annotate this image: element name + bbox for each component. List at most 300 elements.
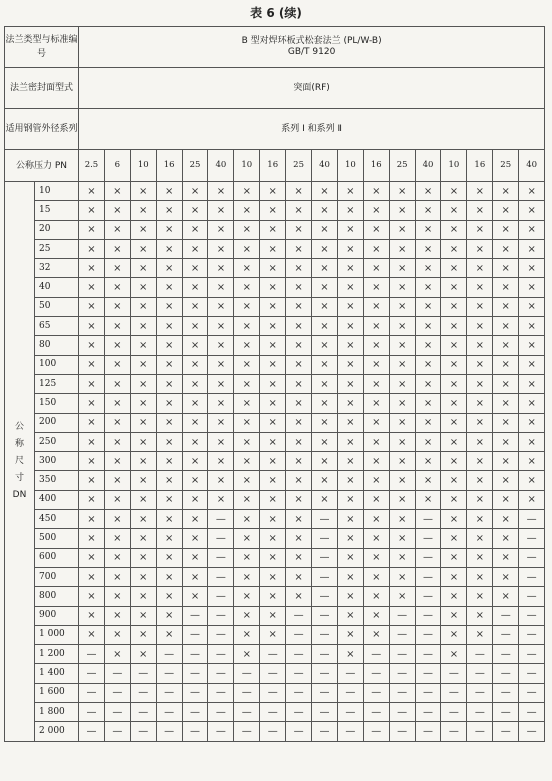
- table-cell: ×: [234, 278, 260, 297]
- table-cell: ×: [363, 510, 389, 529]
- table-cell: —: [389, 722, 415, 741]
- table-cell: ×: [130, 510, 156, 529]
- table-row: [5, 625, 545, 644]
- table-cell: ×: [519, 394, 545, 413]
- table-cell: ×: [234, 645, 260, 664]
- table-cell: ×: [415, 220, 441, 239]
- table-cell: ×: [79, 317, 105, 336]
- table-cell: ×: [156, 336, 182, 355]
- table-cell: —: [234, 722, 260, 741]
- table-cell: ×: [363, 452, 389, 471]
- table-cell: ×: [208, 201, 234, 220]
- table-cell: —: [519, 703, 545, 722]
- table-cell: ×: [234, 567, 260, 586]
- table-cell: ×: [337, 567, 363, 586]
- table-cell: ×: [286, 336, 312, 355]
- table-cell: —: [208, 683, 234, 702]
- table-cell: ×: [156, 259, 182, 278]
- table-cell: ×: [363, 220, 389, 239]
- table-cell: ×: [156, 625, 182, 644]
- table-cell: ×: [415, 336, 441, 355]
- table-cell: ×: [130, 394, 156, 413]
- dn-value: 50: [35, 297, 79, 316]
- table-cell: ×: [493, 355, 519, 374]
- table-cell: —: [519, 587, 545, 606]
- table-cell: ×: [337, 220, 363, 239]
- table-cell: —: [234, 703, 260, 722]
- table-cell: ×: [389, 355, 415, 374]
- table-cell: ×: [337, 625, 363, 644]
- table-cell: ×: [467, 182, 493, 201]
- table-row: [5, 471, 545, 490]
- table-cell: ×: [234, 490, 260, 509]
- pn-value: 40: [415, 150, 441, 182]
- table-cell: ×: [441, 297, 467, 316]
- table-cell: ×: [363, 471, 389, 490]
- table-cell: ×: [104, 606, 130, 625]
- table-cell: ×: [389, 182, 415, 201]
- table-cell: ×: [182, 529, 208, 548]
- table-cell: ×: [519, 259, 545, 278]
- table-cell: ×: [337, 201, 363, 220]
- table-cell: ×: [182, 394, 208, 413]
- pn-value: 40: [208, 150, 234, 182]
- table-cell: —: [312, 510, 338, 529]
- table-cell: ×: [363, 394, 389, 413]
- flange-type-line1: B 型对焊环板式松套法兰 (PL/W-B): [241, 36, 382, 46]
- table-cell: ×: [156, 587, 182, 606]
- table-cell: —: [363, 722, 389, 741]
- dn-value: 1 400: [35, 664, 79, 683]
- table-cell: ×: [79, 413, 105, 432]
- table-cell: ×: [363, 548, 389, 567]
- table-cell: ×: [337, 336, 363, 355]
- table-cell: ×: [363, 606, 389, 625]
- table-cell: —: [519, 606, 545, 625]
- table-cell: ×: [234, 220, 260, 239]
- table-cell: ×: [519, 490, 545, 509]
- table-cell: ×: [389, 374, 415, 393]
- table-cell: ×: [286, 259, 312, 278]
- table-cell: ×: [130, 432, 156, 451]
- table-cell: —: [415, 587, 441, 606]
- table-row: [5, 529, 545, 548]
- table-cell: ×: [389, 490, 415, 509]
- table-cell: —: [208, 548, 234, 567]
- table-cell: ×: [182, 548, 208, 567]
- table-cell: ×: [312, 317, 338, 336]
- table-cell: —: [519, 567, 545, 586]
- table-cell: ×: [234, 374, 260, 393]
- table-cell: ×: [260, 567, 286, 586]
- table-cell: ×: [208, 374, 234, 393]
- table-cell: ×: [104, 490, 130, 509]
- table-cell: ×: [519, 278, 545, 297]
- dn-value: 800: [35, 587, 79, 606]
- table-cell: —: [312, 606, 338, 625]
- table-cell: ×: [130, 490, 156, 509]
- table-cell: ×: [130, 317, 156, 336]
- table-cell: —: [156, 683, 182, 702]
- table-cell: ×: [182, 182, 208, 201]
- table-cell: ×: [363, 336, 389, 355]
- table-cell: ×: [519, 239, 545, 258]
- table-cell: ×: [260, 490, 286, 509]
- table-cell: ×: [104, 567, 130, 586]
- table-cell: ×: [208, 239, 234, 258]
- table-cell: ×: [363, 490, 389, 509]
- table-cell: ×: [130, 259, 156, 278]
- table-cell: —: [104, 722, 130, 741]
- table-cell: ×: [130, 413, 156, 432]
- table-cell: ×: [286, 510, 312, 529]
- table-cell: ×: [79, 567, 105, 586]
- table-cell: —: [260, 645, 286, 664]
- table-cell: —: [104, 703, 130, 722]
- table-cell: ×: [415, 432, 441, 451]
- table-row: [5, 567, 545, 586]
- table-cell: —: [182, 606, 208, 625]
- table-row: [5, 336, 545, 355]
- table-cell: ×: [415, 471, 441, 490]
- table-cell: ×: [441, 490, 467, 509]
- table-cell: ×: [312, 374, 338, 393]
- table-cell: ×: [337, 645, 363, 664]
- table-cell: ×: [104, 510, 130, 529]
- pn-value: 40: [312, 150, 338, 182]
- table-cell: ×: [130, 220, 156, 239]
- table-cell: —: [363, 683, 389, 702]
- table-cell: ×: [260, 606, 286, 625]
- table-cell: —: [441, 722, 467, 741]
- table-cell: ×: [260, 529, 286, 548]
- table-cell: ×: [389, 452, 415, 471]
- dn-value: 40: [35, 278, 79, 297]
- table-cell: ×: [519, 297, 545, 316]
- table-cell: ×: [337, 548, 363, 567]
- table-cell: ×: [79, 220, 105, 239]
- table-cell: ×: [130, 201, 156, 220]
- table-cell: —: [79, 664, 105, 683]
- table-row: [5, 413, 545, 432]
- table-cell: ×: [441, 394, 467, 413]
- dn-value: 250: [35, 432, 79, 451]
- table-cell: ×: [182, 239, 208, 258]
- table-cell: ×: [312, 259, 338, 278]
- table-cell: ×: [156, 374, 182, 393]
- table-cell: ×: [286, 548, 312, 567]
- table-cell: ×: [286, 220, 312, 239]
- table-cell: —: [260, 683, 286, 702]
- dn-value: 450: [35, 510, 79, 529]
- table-cell: ×: [234, 510, 260, 529]
- dn-value: 32: [35, 259, 79, 278]
- table-cell: ×: [519, 471, 545, 490]
- table-cell: ×: [156, 355, 182, 374]
- table-cell: ×: [130, 548, 156, 567]
- table-cell: ×: [286, 587, 312, 606]
- table-cell: ×: [441, 432, 467, 451]
- table-cell: ×: [79, 394, 105, 413]
- table-cell: ×: [260, 297, 286, 316]
- table-cell: ×: [415, 394, 441, 413]
- table-cell: ×: [337, 529, 363, 548]
- pn-value: 16: [467, 150, 493, 182]
- table-cell: ×: [389, 317, 415, 336]
- table-cell: ×: [415, 201, 441, 220]
- table-cell: ×: [389, 471, 415, 490]
- table-cell: ×: [363, 317, 389, 336]
- table-cell: ×: [467, 606, 493, 625]
- table-cell: —: [363, 645, 389, 664]
- table-row: [5, 259, 545, 278]
- table-cell: ×: [467, 510, 493, 529]
- table-cell: ×: [467, 625, 493, 644]
- table-cell: ×: [415, 374, 441, 393]
- table-cell: ×: [79, 432, 105, 451]
- table-cell: ×: [79, 548, 105, 567]
- table-cell: ×: [260, 259, 286, 278]
- table-cell: ×: [130, 336, 156, 355]
- table-cell: ×: [363, 374, 389, 393]
- table-cell: ×: [415, 182, 441, 201]
- table-cell: ×: [156, 220, 182, 239]
- table-cell: ×: [363, 297, 389, 316]
- pn-value: 16: [156, 150, 182, 182]
- table-cell: —: [415, 529, 441, 548]
- table-row: [5, 182, 545, 201]
- table-cell: ×: [182, 297, 208, 316]
- table-cell: ×: [156, 452, 182, 471]
- table-cell: —: [493, 722, 519, 741]
- table-cell: —: [286, 606, 312, 625]
- table-cell: ×: [363, 413, 389, 432]
- table-cell: —: [312, 683, 338, 702]
- table-cell: ×: [208, 297, 234, 316]
- table-cell: ×: [286, 182, 312, 201]
- table-cell: ×: [104, 452, 130, 471]
- table-cell: ×: [286, 374, 312, 393]
- table-cell: ×: [467, 529, 493, 548]
- table-cell: ×: [441, 567, 467, 586]
- table-cell: ×: [156, 510, 182, 529]
- table-cell: ×: [79, 374, 105, 393]
- table-cell: ×: [234, 239, 260, 258]
- table-cell: ×: [389, 529, 415, 548]
- table-cell: ×: [208, 413, 234, 432]
- table-cell: ×: [208, 317, 234, 336]
- table-cell: ×: [441, 413, 467, 432]
- table-cell: ×: [156, 394, 182, 413]
- table-cell: ×: [415, 317, 441, 336]
- table-cell: —: [104, 683, 130, 702]
- table-cell: ×: [79, 239, 105, 258]
- table-cell: —: [519, 510, 545, 529]
- table-cell: ×: [389, 510, 415, 529]
- dn-value: 80: [35, 336, 79, 355]
- table-cell: —: [415, 510, 441, 529]
- table-cell: ×: [389, 432, 415, 451]
- table-cell: ×: [493, 471, 519, 490]
- table-cell: —: [208, 587, 234, 606]
- table-cell: ×: [104, 355, 130, 374]
- table-cell: ×: [519, 336, 545, 355]
- table-cell: —: [415, 548, 441, 567]
- table-cell: ×: [104, 529, 130, 548]
- table-cell: ×: [493, 278, 519, 297]
- table-cell: ×: [493, 432, 519, 451]
- table-row: [5, 548, 545, 567]
- table-cell: ×: [260, 201, 286, 220]
- table-cell: ×: [156, 182, 182, 201]
- table-cell: ×: [337, 394, 363, 413]
- table-cell: ×: [156, 239, 182, 258]
- table-cell: —: [130, 683, 156, 702]
- table-cell: —: [130, 664, 156, 683]
- dn-value: 1 800: [35, 703, 79, 722]
- table-cell: ×: [312, 452, 338, 471]
- table-cell: ×: [389, 201, 415, 220]
- table-caption: 表 6 (续): [250, 6, 302, 20]
- table-cell: ×: [234, 413, 260, 432]
- table-cell: —: [234, 683, 260, 702]
- table-cell: —: [312, 567, 338, 586]
- table-cell: —: [337, 703, 363, 722]
- flange-type-value: [79, 27, 545, 68]
- table-cell: —: [415, 703, 441, 722]
- dn-value: 125: [35, 374, 79, 393]
- table-cell: ×: [79, 278, 105, 297]
- table-cell: ×: [467, 336, 493, 355]
- dn-value: 1 200: [35, 645, 79, 664]
- table-cell: ×: [234, 297, 260, 316]
- table-cell: ×: [156, 278, 182, 297]
- pn-value: 25: [493, 150, 519, 182]
- table-cell: ×: [260, 432, 286, 451]
- table-cell: ×: [260, 239, 286, 258]
- table-cell: ×: [286, 317, 312, 336]
- table-cell: ×: [467, 220, 493, 239]
- table-cell: ×: [519, 452, 545, 471]
- table-cell: ×: [260, 394, 286, 413]
- table-cell: ×: [182, 432, 208, 451]
- table-row: [5, 645, 545, 664]
- table-cell: —: [208, 510, 234, 529]
- table-cell: ×: [234, 625, 260, 644]
- table-cell: ×: [441, 510, 467, 529]
- table-cell: ×: [337, 278, 363, 297]
- table-cell: ×: [312, 297, 338, 316]
- table-cell: —: [286, 625, 312, 644]
- table-cell: —: [130, 703, 156, 722]
- dn-value: 1 600: [35, 683, 79, 702]
- table-cell: ×: [519, 201, 545, 220]
- table-cell: ×: [312, 278, 338, 297]
- table-cell: ×: [79, 529, 105, 548]
- pn-value: 10: [441, 150, 467, 182]
- pn-value: 10: [130, 150, 156, 182]
- table-cell: ×: [493, 394, 519, 413]
- dn-value: 700: [35, 567, 79, 586]
- table-cell: ×: [467, 239, 493, 258]
- table-cell: ×: [286, 413, 312, 432]
- table-cell: —: [312, 664, 338, 683]
- table-cell: ×: [415, 490, 441, 509]
- table-cell: ×: [208, 471, 234, 490]
- table-cell: ×: [337, 452, 363, 471]
- pn-label: 公称压力 PN: [5, 150, 79, 182]
- table-cell: ×: [234, 529, 260, 548]
- table-cell: ×: [234, 355, 260, 374]
- table-cell: —: [493, 683, 519, 702]
- table-cell: ×: [182, 317, 208, 336]
- table-cell: ×: [312, 394, 338, 413]
- table-cell: ×: [467, 548, 493, 567]
- table-cell: —: [208, 722, 234, 741]
- table-cell: ×: [441, 374, 467, 393]
- table-row: [5, 490, 545, 509]
- dn-value: 2 000: [35, 722, 79, 741]
- table-cell: ×: [363, 587, 389, 606]
- table-cell: ×: [286, 201, 312, 220]
- table-cell: ×: [337, 297, 363, 316]
- table-cell: ×: [441, 587, 467, 606]
- table-cell: ×: [363, 182, 389, 201]
- table-cell: ×: [493, 567, 519, 586]
- table-cell: ×: [493, 587, 519, 606]
- table-cell: ×: [79, 355, 105, 374]
- table-cell: ×: [441, 239, 467, 258]
- table-cell: ×: [389, 278, 415, 297]
- table-cell: ×: [441, 529, 467, 548]
- table-cell: ×: [467, 432, 493, 451]
- table-cell: —: [182, 645, 208, 664]
- table-cell: —: [415, 645, 441, 664]
- table-cell: ×: [467, 587, 493, 606]
- table-cell: ×: [156, 317, 182, 336]
- table-cell: ×: [389, 239, 415, 258]
- table-cell: ×: [337, 413, 363, 432]
- dn-value: 20: [35, 220, 79, 239]
- pn-value: 10: [234, 150, 260, 182]
- table-cell: —: [493, 606, 519, 625]
- table-cell: ×: [467, 394, 493, 413]
- table-cell: —: [260, 722, 286, 741]
- table-cell: ×: [286, 297, 312, 316]
- table-row: [5, 664, 545, 683]
- table-cell: —: [389, 664, 415, 683]
- table-cell: ×: [493, 259, 519, 278]
- table-cell: ×: [312, 413, 338, 432]
- table-cell: ×: [441, 278, 467, 297]
- table-row: [5, 452, 545, 471]
- table-cell: ×: [493, 182, 519, 201]
- table-cell: —: [156, 664, 182, 683]
- table-cell: ×: [337, 606, 363, 625]
- table-cell: ×: [234, 201, 260, 220]
- table-cell: ×: [363, 201, 389, 220]
- table-cell: ×: [79, 259, 105, 278]
- table-cell: ×: [467, 471, 493, 490]
- table-cell: —: [441, 703, 467, 722]
- table-cell: ×: [260, 625, 286, 644]
- table-cell: ×: [156, 567, 182, 586]
- table-cell: ×: [104, 278, 130, 297]
- table-cell: —: [389, 606, 415, 625]
- pn-value: 10: [337, 150, 363, 182]
- table-cell: ×: [467, 355, 493, 374]
- table-cell: ×: [286, 394, 312, 413]
